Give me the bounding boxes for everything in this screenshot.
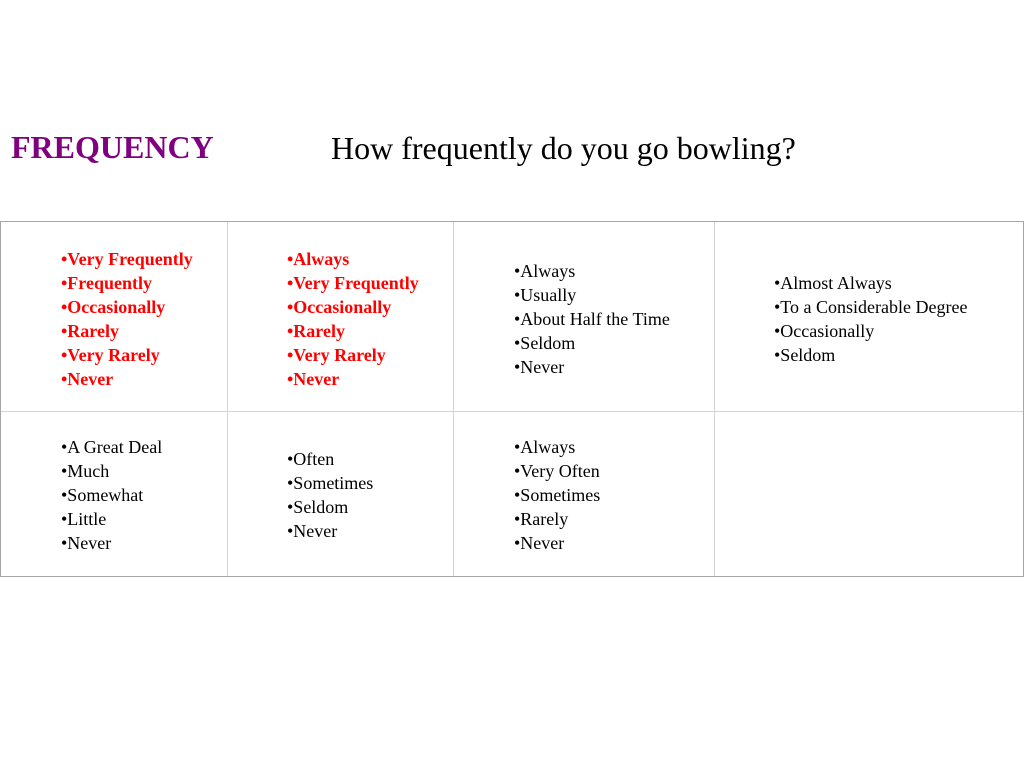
scale-item: •A Great Deal [61,437,163,457]
scale-item: •To a Considerable Degree [774,297,968,317]
scale-item: •Frequently [61,273,152,293]
scale-item: •Never [514,533,565,553]
scale-item: •Occasionally [774,321,875,341]
scale-item: •Often [287,449,335,469]
scale-item: •Never [287,521,338,541]
survey-question: How frequently do you go bowling? [331,130,796,166]
scale-item: •Seldom [774,345,836,365]
scale-item: •Almost Always [774,273,892,293]
table-column-divider [453,222,454,576]
scale-item: •Usually [514,285,577,305]
slide-title: FREQUENCY [11,129,214,165]
scale-item: •Occasionally [61,297,166,317]
scale-item: •Rarely [287,321,345,341]
table-row-divider [1,411,1023,412]
scale-item: •Very Often [514,461,600,481]
scale-item: •Always [514,437,576,457]
scale-item: •Much [61,461,110,481]
scale-item: •Sometimes [287,473,374,493]
scale-list [514,259,670,379]
scale-item: •Never [514,357,565,377]
scale-item: •Very Rarely [61,345,160,365]
scale-item: •Very Frequently [61,249,193,269]
scale-list [61,435,162,555]
scale-item: •Very Frequently [287,273,419,293]
scale-item: •Sometimes [514,485,601,505]
scale-item: •About Half the Time [514,309,670,329]
scale-list [514,435,600,555]
scale-item: •Always [514,261,576,281]
scale-item: •Very Rarely [287,345,386,365]
scale-list [287,447,373,543]
scale-item: •Somewhat [61,485,144,505]
response-scale-table [0,221,1024,577]
scale-list [287,247,419,391]
scale-item: •Never [61,533,112,553]
scale-item: •Never [287,369,340,389]
scale-list [61,247,193,391]
scale-item: •Occasionally [287,297,392,317]
table-column-divider [714,222,715,576]
scale-item: •Rarely [514,509,569,529]
scale-item: •Never [61,369,114,389]
scale-item: •Always [287,249,350,269]
scale-item: •Little [61,509,107,529]
scale-list [774,271,967,367]
scale-item: •Seldom [514,333,576,353]
table-column-divider [227,222,228,576]
scale-item: •Rarely [61,321,119,341]
scale-item: •Seldom [287,497,349,517]
